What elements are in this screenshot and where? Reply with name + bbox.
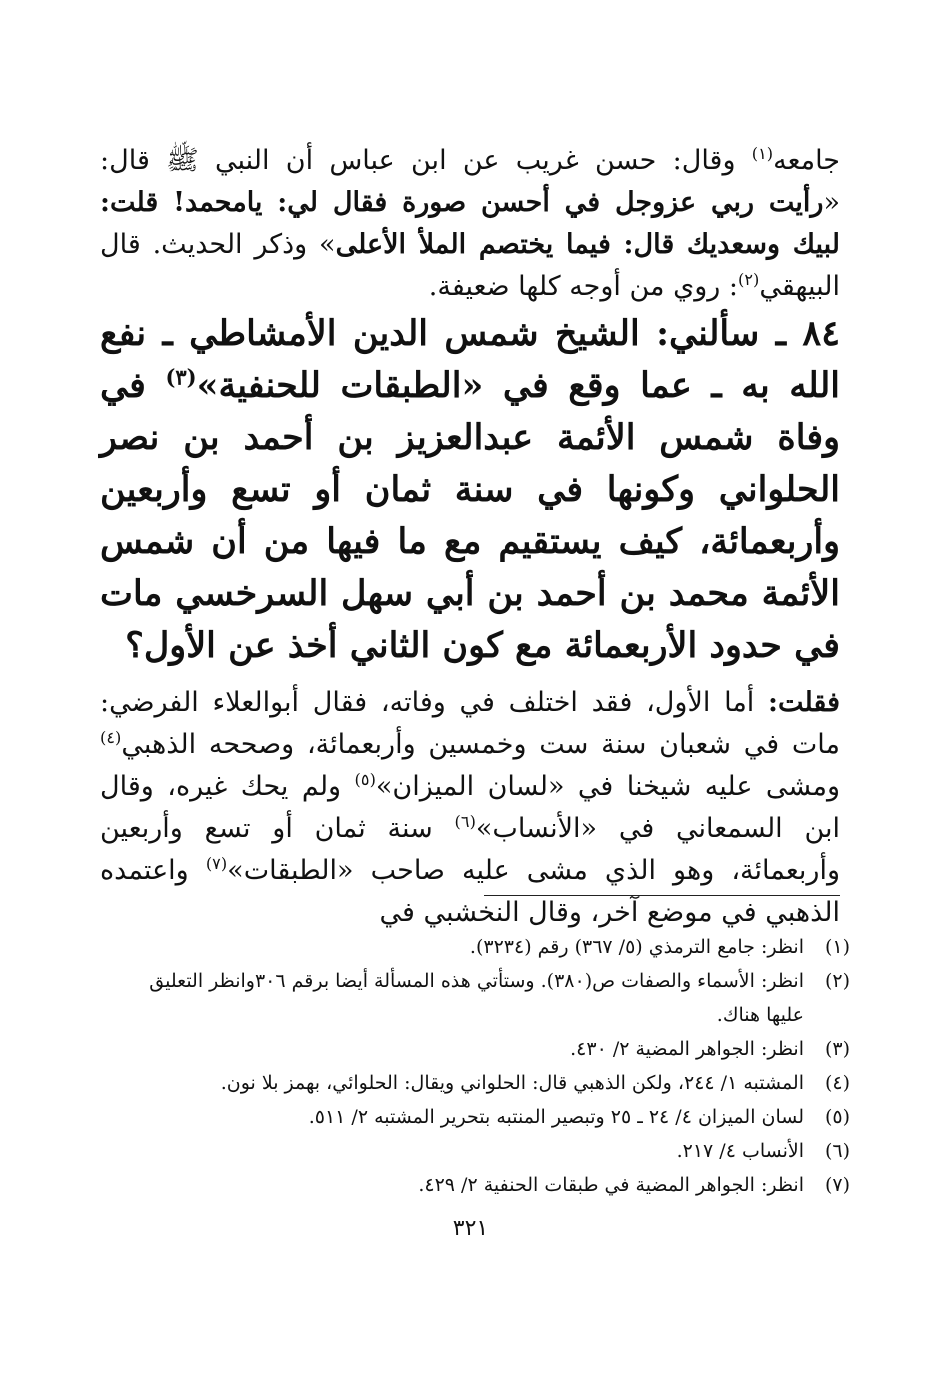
text-run: : روي من أوجه كلها ضعيفة.: [428, 271, 738, 302]
question-text: ـ سألني: الشيخ شمس الدين الأمشاطي ـ نفع الله به ـ عما وقع في «الطبقات للحنفية»: [100, 313, 840, 406]
footnote-text: المشتبه ١/ ٢٤٤، ولكن الذهبي قال: الحلواني ويقال: الحلوائي، بهمز بلا نون.: [220, 1072, 804, 1094]
intro-paragraph: [100, 140, 840, 308]
footnote-number: (٤): [824, 1072, 850, 1094]
footnote-number: (٢): [824, 970, 850, 992]
footnote-item: [110, 1168, 850, 1202]
text-run: » وذكر الحديث. قال البيهقي: [100, 229, 840, 302]
footnote-text: انظر: الجواهر المضية ٢/ ٤٣٠.: [570, 1038, 804, 1060]
footnote-ref[interactable]: (٥): [354, 770, 376, 789]
text-run: واعتمده الذهبي في موضع آخر، وقال النخشبي في: [100, 855, 840, 928]
text-run: ومشى عليه شيخنا في «لسان الميزان»: [375, 771, 841, 802]
footnote-item: [110, 1100, 850, 1134]
answer-lead: فقلت:: [768, 687, 840, 718]
footnote-ref[interactable]: (١): [751, 144, 774, 163]
footnote-number: (٥): [824, 1106, 850, 1128]
footnote-item: [110, 1032, 850, 1066]
footnote-ref[interactable]: (٢): [738, 270, 760, 289]
footnote-item: [110, 1066, 850, 1100]
footnote-item: [110, 930, 850, 964]
footnote-number: (١): [824, 936, 850, 958]
text-run: جامعه: [773, 145, 840, 176]
footnote-divider: [484, 895, 840, 896]
question-number: ٨٤: [802, 313, 840, 354]
question-paragraph: [100, 308, 840, 672]
footnote-ref[interactable]: (٣): [165, 364, 197, 390]
footnotes: [110, 930, 850, 1202]
footnote-ref[interactable]: (٧): [205, 854, 228, 873]
page-body: [100, 140, 840, 934]
answer-paragraph: [100, 682, 840, 934]
footnote-number: (٧): [824, 1174, 850, 1196]
footnote-number: (٦): [824, 1140, 850, 1162]
text-run: سنة ثمان أو تسع وأربعين وأربعمائة، وهو الذي مشى عليه صاحب «الطبقات»: [100, 813, 841, 886]
text-run: أما الأول، فقد اختلف في وفاته، فقال أبوالعلاء الفرضي: مات في شعبان سنة ست وخمسين وأربعمائة، وصححه الذهبي: [100, 687, 840, 760]
footnote-text: انظر: جامع الترمذي (٥/ ٣٦٧) رقم (٣٢٣٤).: [469, 936, 804, 958]
footnote-text: انظر: الجواهر المضية في طبقات الحنفية ٢/ ٤٢٩.: [418, 1174, 804, 1196]
footnote-item: [110, 964, 850, 1032]
page-number: ٣٢١: [452, 1216, 489, 1241]
footnote-number: (٣): [824, 1038, 850, 1060]
text-run: وقال: حسن غريب عن ابن عباس أن النبي ﷺ قال: «: [100, 145, 840, 218]
footnote-text: لسان الميزان ٤/ ٢٤ ـ ٢٥ وتبصير المنتبه بتحرير المشتبه ٢/ ٥١١.: [308, 1106, 804, 1128]
footnote-item: [110, 1134, 850, 1168]
question-text: في وفاة شمس الأئمة عبدالعزيز بن أحمد بن نصر الحلواني وكونها في سنة ثمان أو تسع وأربعين وأربعمائة، كيف يستقيم مع ما فيها من أن شمس الأئمة محمد بن أحمد بن أبي سهل السرخسي مات في حدود الأربعمائة مع كون الثاني أخذ عن الأول؟: [100, 365, 840, 666]
hadith-quote: رأيت ربي عزوجل في أحسن صورة فقال لي: يامحمد! قلت: لبيك وسعديك قال: فيما يختصم الملأ الأعلى: [100, 187, 840, 260]
footnote-ref[interactable]: (٦): [454, 812, 476, 831]
text-run: ولم يحك غيره، وقال ابن السمعاني في «الأنساب»: [100, 771, 841, 844]
footnote-text: الأنساب ٤/ ٢١٧.: [676, 1140, 804, 1162]
footnote-text: انظر: الأسماء والصفات ص(٣٨٠). وستأتي هذه المسألة أيضا برقم ٣٠٦وانظر التعليق عليها هناك.: [149, 970, 804, 1026]
footnote-ref[interactable]: (٤): [100, 728, 122, 747]
